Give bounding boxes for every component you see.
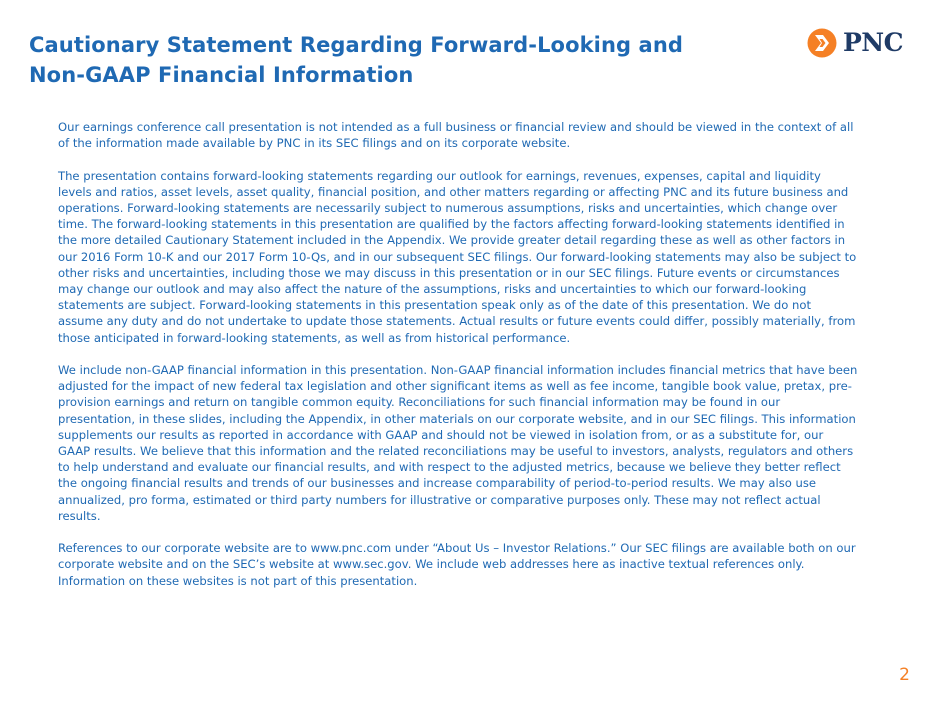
paragraph-non-gaap: We include non-GAAP financial information in this presentation. Non-GAAP financial information includes financial metrics that have been adjusted for the impact of new federal tax legislation and other significant items as well as fee income, tangible book value, pretax, pre-provision earnings and return on tangible common equity. Reconciliations for such financial information may be found in our presentation, in these slides, including the Appendix, in other materials on our corporate website, and in our SEC filings. This information supplements our results as reported in accordance with GAAP and should not be viewed in isolation from, or as a substitute for, our GAAP results. We believe that this information and the related reconciliations may be useful to investors, analysts, regulators and others to help understand and evaluate our financial results, and with respect to the adjusted metrics, because we believe they better reflect the ongoing financial results and trends of our businesses and increase comparability of period-to-period results. We may also use annualized, pro forma, estimated or third party numbers for illustrative or comparative purposes only. These may not reflect actual results. <box>58 363 858 523</box>
paragraph-website-references: References to our corporate website are to www.pnc.com under “About Us – Investor Relations.” Our SEC filings are available both on our corporate website and on the SEC’s website at www.sec.gov. We include web addresses here as inactive textual references only. Information on these websites is not part of this presentation. <box>58 541 856 588</box>
page-title-line-2: Non-GAAP Financial Information <box>29 63 414 87</box>
pnc-logo <box>807 28 903 58</box>
page-title-line-1: Cautionary Statement Regarding Forward-Looking and <box>29 33 684 57</box>
pnc-logo-icon <box>807 28 837 58</box>
page-number: 2 <box>899 665 910 685</box>
paragraph-forward-looking: The presentation contains forward-looking statements regarding our outlook for earnings, revenues, expenses, capital and liquidity levels and ratios, asset levels, asset quality, financial position, and other matters regarding or affecting PNC and its future business and operations. Forward-looking statements are necessarily subject to numerous assumptions, risks and uncertainties, which change over time. The forward-looking statements in this presentation are qualified by the factors affecting forward-looking statements identified in the more detailed Cautionary Statement included in the Appendix. We provide greater detail regarding these as well as other factors in our 2016 Form 10-K and our 2017 Form 10-Qs, and in our subsequent SEC filings. Our forward-looking statements may also be subject to other risks and uncertainties, including those we may discuss in this presentation or in our SEC filings. Future events or circumstances may change our outlook and may also affect the nature of the assumptions, risks and uncertainties to which our forward-looking statements are subject. Forward-looking statements in this presentation speak only as of the date of this presentation. We do not assume any duty and do not undertake to update those statements. Actual results or future events could differ, possibly materially, from those anticipated in forward-looking statements, as well as from historical performance. <box>58 168 857 345</box>
pnc-logo-text: PNC <box>843 28 904 57</box>
page-title <box>29 30 749 90</box>
disclaimer-body <box>58 119 858 605</box>
paragraph-presentation-scope: Our earnings conference call presentation is not intended as a full business or financial review and should be viewed in the context of all of the information made available by PNC in its SEC filings and on its corporate website. <box>58 120 854 151</box>
